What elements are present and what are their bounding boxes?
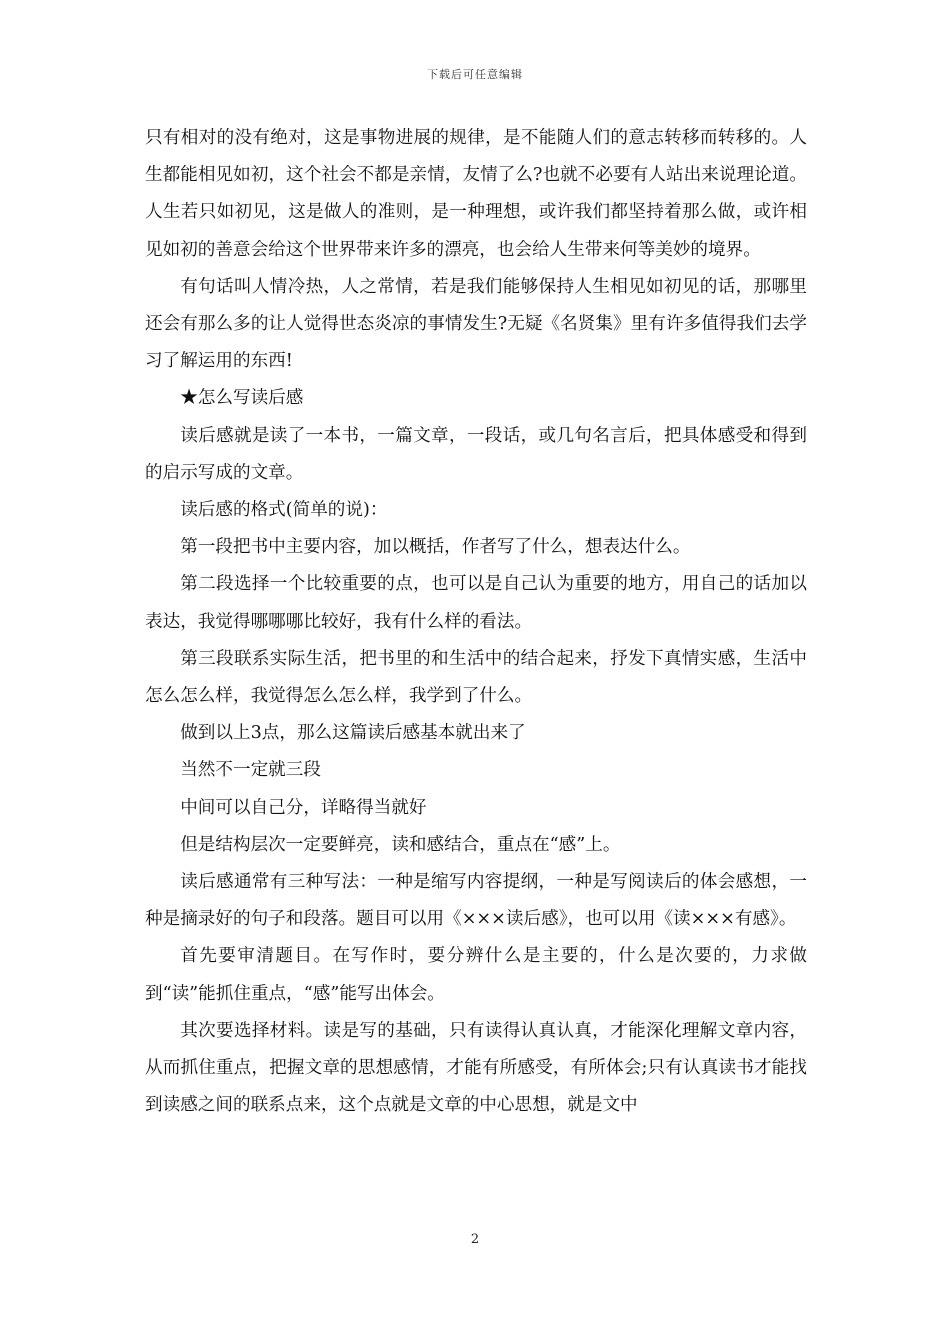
paragraph: 第二段选择一个比较重要的点，也可以是自己认为重要的地方，用自己的话加以表达，我觉得哪哪哪比较好，我有什么样的看法。: [145, 574, 807, 632]
paragraph: 中间可以自己分，详略得当就好: [180, 797, 427, 818]
paragraph: 读后感就是读了一本书，一篇文章，一段话，或几句名言后，把具体感受和得到的启示写成的文章。: [145, 425, 807, 483]
paragraph: 第三段联系实际生活，把书里的和生活中的结合起来，抒发下真情实感，生活中怎么怎么样，我觉得怎么怎么样，我学到了什么。: [145, 648, 807, 707]
page-header: 下载后可任意编辑: [427, 68, 523, 81]
paragraph: 有句话叫人情冷热，人之常情，若是我们能够保持人生相见如初见的话，那哪里还会有那么多的让人觉得世态炎凉的事情发生?无疑《名贤集》里有许多值得我们去学习了解运用的东西!: [145, 276, 807, 372]
paragraph: 但是结构层次一定要鲜亮，读和感结合，重点在“感”上。: [180, 834, 621, 855]
paragraph: 做到以上3点，那么这篇读后感基本就出来了: [180, 723, 526, 744]
paragraph: 读后感通常有三种写法：一种是缩写内容提纲，一种是写阅读后的体会感想，一种是摘录好的句子和段落。题目可以用《×××读后感》，也可以用《读×××有感》。: [145, 872, 807, 930]
paragraph: 首先要审清题目。在写作时，要分辨什么是主要的，什么是次要的，力求做到“读”能抓住重点，“感”能写出体会。: [145, 946, 807, 1004]
paragraph: 当然不一定就三段: [180, 760, 321, 781]
paragraph: 读后感的格式(简单的说)：: [180, 500, 388, 521]
paragraph: 只有相对的没有绝对，这是事物进展的规律，是不能随人们的意志转移而转移的。人生都能相见如初，这个社会不都是亲情，友情了么?也就不必要有人站出来说理论道。人生若只如初见，这是做人的准则，是一种理想，或许我们都坚持着那么做，或许相见如初的善意会给这个世界带来许多的漂亮，也会给人生带来何等美妙的境界。: [145, 128, 807, 260]
body-text: [145, 120, 807, 1124]
section-heading: ★怎么写读后感: [180, 388, 304, 409]
paragraph: 第一段把书中主要内容，加以概括，作者写了什么，想表达什么。: [180, 537, 691, 558]
page-number: 2: [470, 1232, 480, 1247]
paragraph: 其次要选择材料。读是写的基础，只有读得认真认真，才能深化理解文章内容，从而抓住重点，把握文章的思想感情，才能有所感受，有所体会;只有认真读书才能找到读感之间的联系点来，这个点就是文章的中心思想，就是文中: [145, 1020, 807, 1116]
